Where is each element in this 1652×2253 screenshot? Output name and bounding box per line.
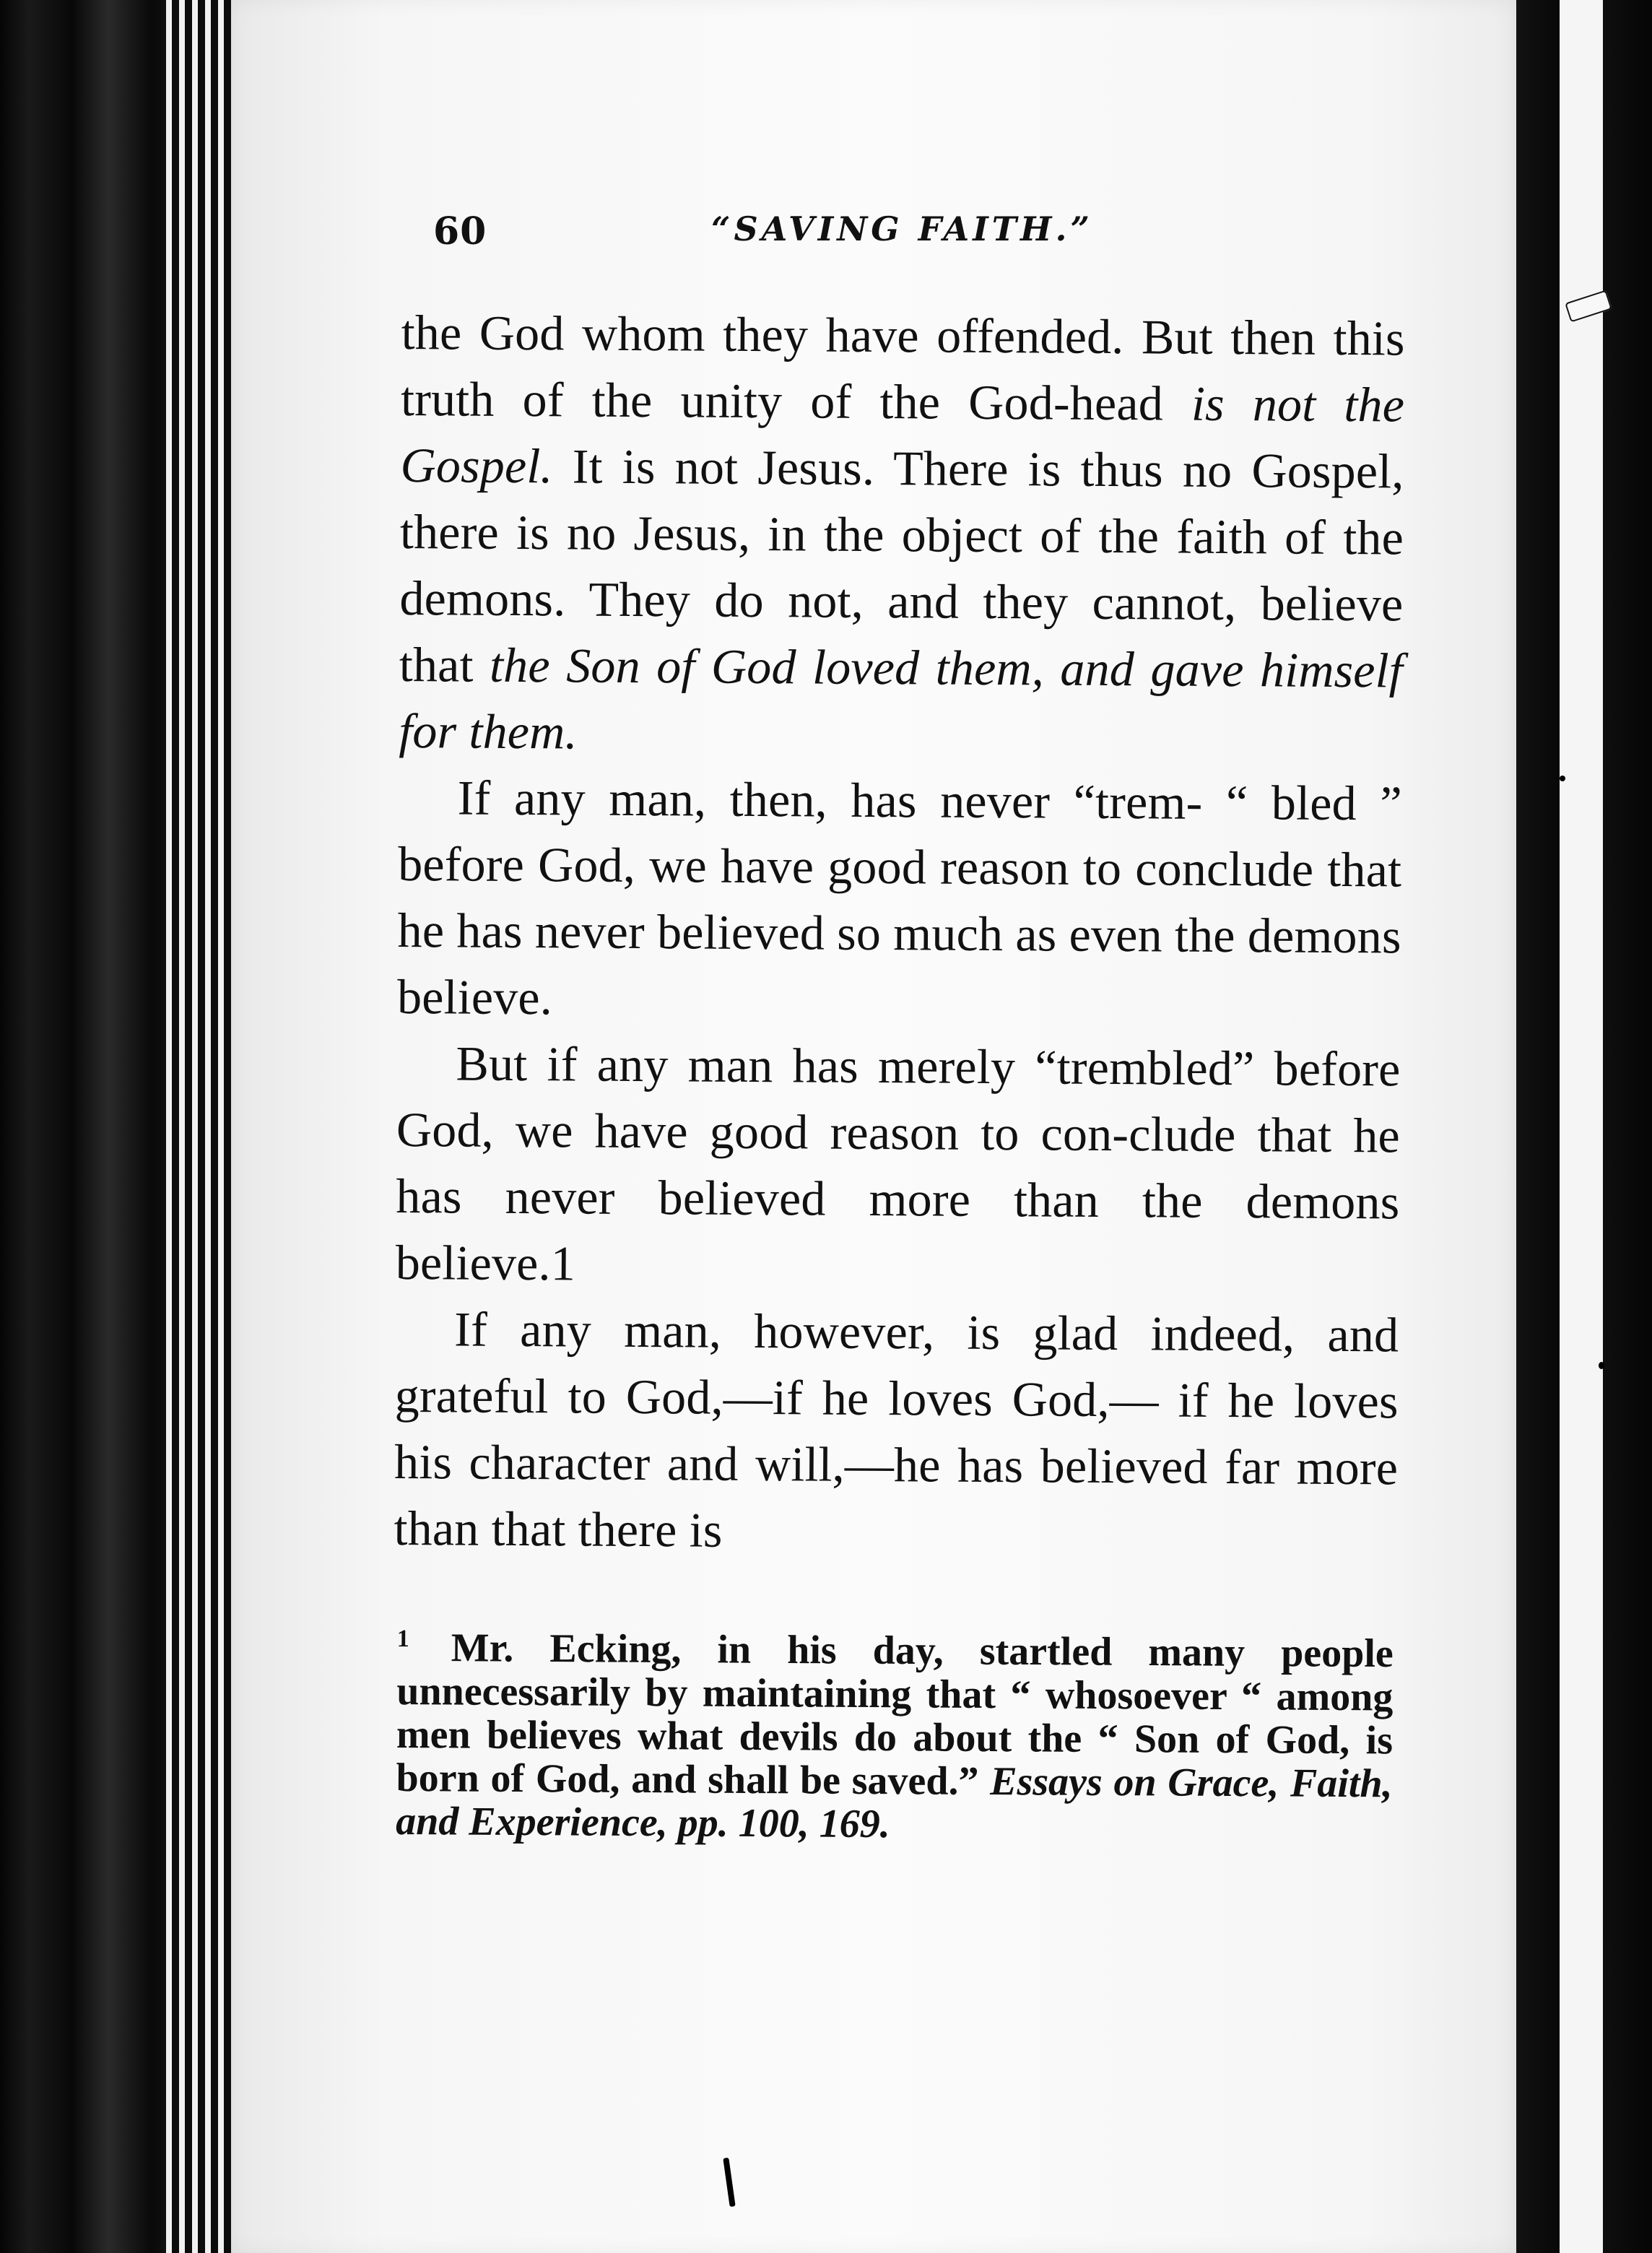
dust-speck bbox=[1599, 1362, 1604, 1369]
paragraph-1-text: the God whom they have offended. But then this truth of the unity of the God-head is not the Gospel. It is not Jesus. There is thus no Gospel, there is no Jesus, in the object of the faith of the demons. They do not, and they cannot, believe that the Son of God loved them, and gave himself for them. bbox=[399, 304, 1405, 760]
page-number: 60 bbox=[433, 209, 487, 253]
footnote-citation: Essays on Grace, Faith, and Experience, pp. 100, 169. bbox=[396, 1758, 1393, 1846]
dust-speck bbox=[1560, 776, 1565, 781]
footnote bbox=[396, 1618, 1394, 1849]
paragraph-3-text: But if any man has merely “trembled” before God, we have good reason to con-clude that he has never believed more than the demons believe.1 bbox=[395, 1036, 1401, 1291]
footnote-marker: 1 bbox=[396, 1625, 409, 1653]
paragraph-1 bbox=[399, 299, 1405, 770]
paragraph-2 bbox=[397, 764, 1402, 1036]
book-spine-lines bbox=[166, 0, 231, 2253]
paragraph-3 bbox=[396, 1030, 1401, 1301]
paragraph-2-text: If any man, then, has never “trem- “ bled ” before God, we have good reason to conclude that he has never believed so much as even the demons believe. bbox=[396, 770, 1402, 1025]
body-text bbox=[394, 299, 1405, 1567]
facing-page-edge bbox=[1516, 0, 1652, 2253]
footnote-main-text: Mr. Ecking, in his day, startled many people unnecessarily by maintaining that “ whosoever “ among men believes what devils do about the “ Son of God, is born of God, and shall be saved.” bbox=[396, 1625, 1394, 1804]
running-title: “SAVING FAITH.” bbox=[711, 209, 1093, 248]
paragraph-4 bbox=[394, 1295, 1399, 1567]
book-spine-dark bbox=[0, 0, 166, 2253]
page-header bbox=[433, 209, 1386, 260]
paragraph-4-text: If any man, however, is glad indeed, and grateful to God,—if he loves God,— if he loves his character and will,—he has believed far more than that there is bbox=[394, 1301, 1399, 1558]
